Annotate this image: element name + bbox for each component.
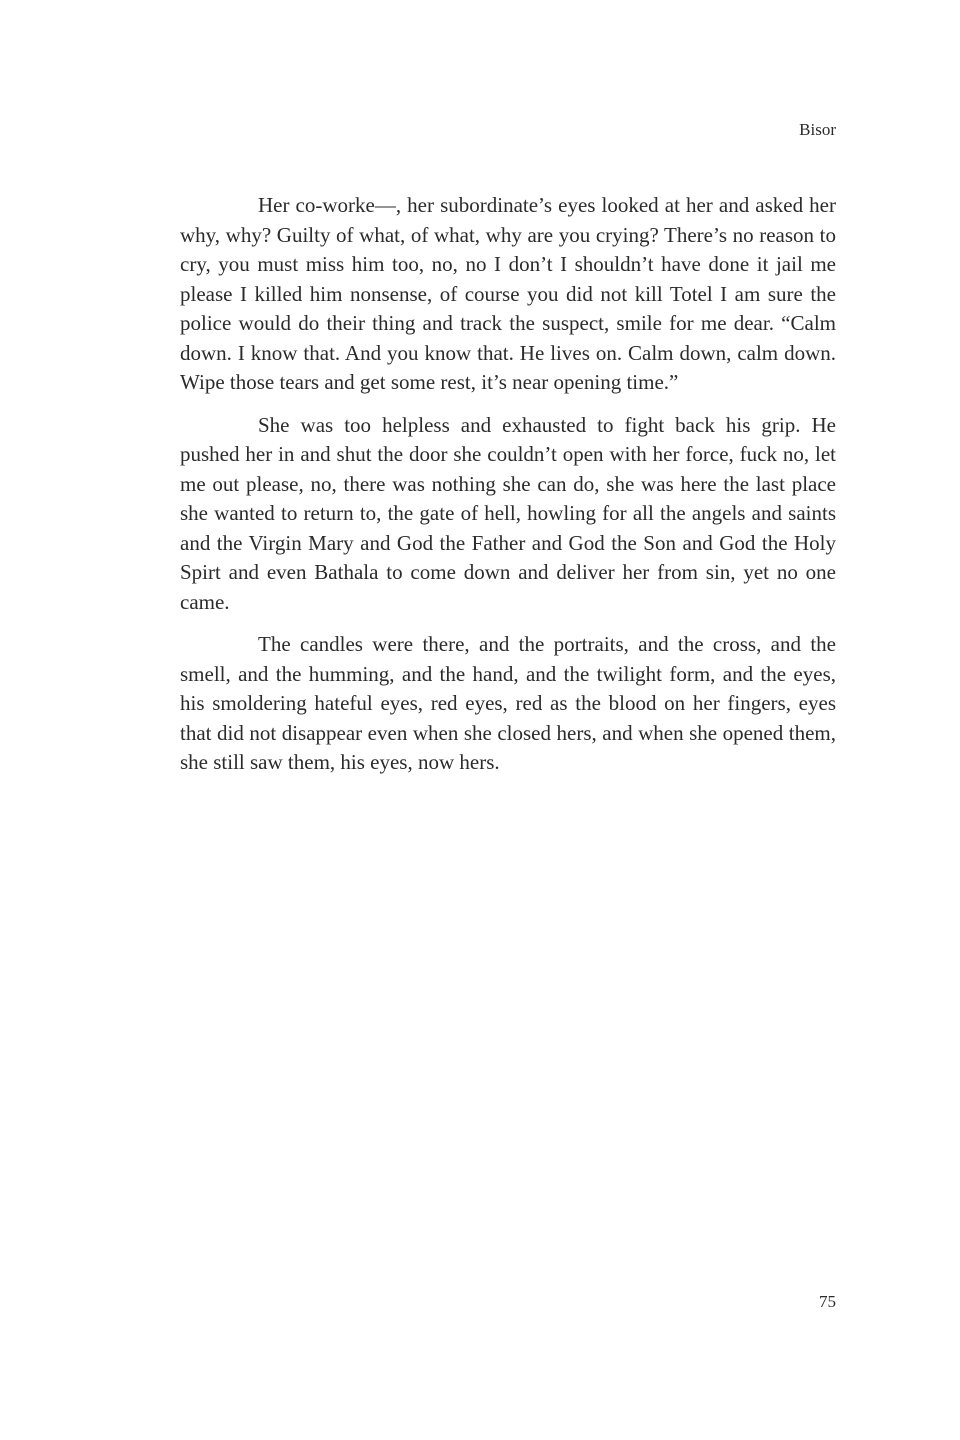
page-number: 75 <box>819 1292 836 1311</box>
page-body <box>180 191 836 791</box>
running-head: Bisor <box>799 120 836 139</box>
body-paragraph: The candles were there, and the portraits, and the cross, and the smell, and the humming, and the hand, and the twilight form, and the eyes, his smoldering hateful eyes, red eyes, red as the blood on her fingers, eyes that did not disappear even when she closed hers, and when she opened them, she still saw them, his eyes, now hers. <box>180 632 836 774</box>
body-paragraph: Her co-worke—, her subordinate’s eyes looked at her and asked her why, why? Guilty of what, of what, why are you crying? There’s no reason to cry, you must miss him too, no, no I don’t I shouldn’t have done it jail me please I killed him nonsense, of course you did not kill Totel I am sure the police would do their thing and track the suspect, smile for me dear. “Calm down. I know that. And you know that. He lives on. Calm down, calm down. Wipe those tears and get some rest, it’s near opening time.” <box>180 193 836 394</box>
body-paragraph: She was too helpless and exhausted to fight back his grip. He pushed her in and shut the door she couldn’t open with her force, fuck no, let me out please, no, there was nothing she can do, she was here the last place she wanted to return to, the gate of hell, howling for all the angels and saints and the Virgin Mary and God the Father and God the Son and God the Holy Spirt and even Bathala to come down and deliver her from sin, yet no one came. <box>180 412 836 614</box>
